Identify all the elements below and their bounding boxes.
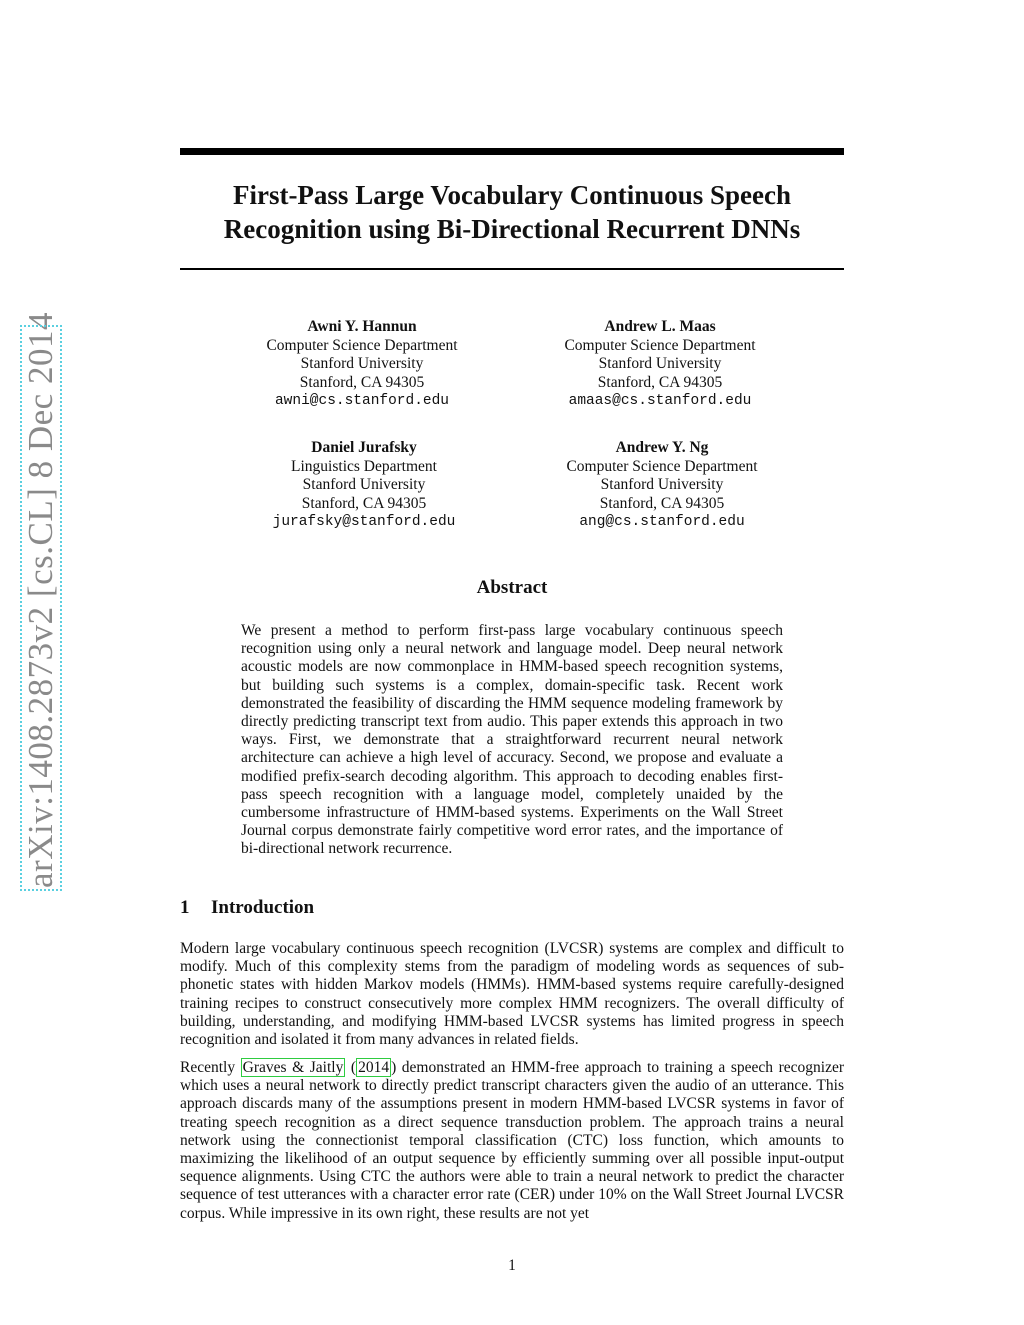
author-department: Computer Science Department <box>566 457 758 475</box>
author-university: Stanford University <box>302 476 426 493</box>
arxiv-identifier-stamp[interactable]: arXiv:1408.2873v2 [cs.CL] 8 Dec 2014 <box>21 312 60 888</box>
author-university: Stanford University <box>598 355 722 372</box>
abstract-text: We present a method to perform first-pass large vocabulary continuous speech recognition using only a neural network and language model. Deep neural network acoustic models are now commonplace in HMM-based speech recognition systems, but building such systems is a complex, domain-specific task. Recent work demonstrated the feasibility of discarding the HMM sequence modeling framework by directly predicting transcript text from audio. This paper extends this approach in two ways. First, we demonstrate that a straightforward recurrent neural network architecture can achieve a high level of accuracy. Second, we propose and evaluate a modified prefix-search decoding algorithm. This approach to decoding enables first-pass speech recognition with a language model, completely unaided by the cumbersome infrastructure of HMM-based systems. Experiments on the Wall Street Journal corpus demonstrate fairly competitive word error rates, and the importance of bi-directional network recurrence. <box>241 622 783 858</box>
section-title: Introduction <box>211 897 315 918</box>
author-block <box>530 318 790 411</box>
section-heading <box>180 897 314 919</box>
author-email[interactable]: ang@cs.stanford.edu <box>579 514 745 530</box>
author-department: Linguistics Department <box>291 457 437 475</box>
author-name: Awni Y. Hannun <box>307 318 417 335</box>
author-email[interactable]: awni@cs.stanford.edu <box>274 393 450 409</box>
author-university: Stanford University <box>300 355 424 372</box>
author-university: Stanford University <box>600 476 724 493</box>
section-number: 1 <box>180 897 190 918</box>
paragraph <box>180 940 844 1049</box>
text-span: Recently <box>180 1059 241 1076</box>
author-block <box>532 439 792 532</box>
author-address: Stanford, CA 94305 <box>299 373 425 391</box>
title-bottom-rule <box>180 268 844 270</box>
author-department: Computer Science Department <box>266 336 458 354</box>
citation-link-year[interactable]: 2014 <box>358 1059 390 1076</box>
author-email[interactable]: amaas@cs.stanford.edu <box>568 393 752 409</box>
title-line-2: Recognition using Bi-Directional Recurrent DNNs <box>223 214 801 244</box>
paragraph-text: Modern large vocabulary continuous speech recognition (LVCSR) systems are complex and difficult to modify. Much of this complexity stems from the paradigm of modeling words as sequences of sub-phonetic states with hidden Markov models (HMMs). HMM-based systems require carefully-designed training recipes to construct consecutively more complex HMM recognizers. The overall difficulty of building, understanding, and modifying HMM-based LVCSR systems has limited progress in speech recognition and isolated it from many advances in related fields. <box>180 940 844 1049</box>
author-address: Stanford, CA 94305 <box>599 494 725 512</box>
author-block <box>232 318 492 411</box>
author-name: Daniel Jurafsky <box>311 439 417 456</box>
author-address: Stanford, CA 94305 <box>597 373 723 391</box>
author-name: Andrew L. Maas <box>604 318 716 335</box>
author-address: Stanford, CA 94305 <box>301 494 427 512</box>
page-number: 1 <box>508 1257 516 1274</box>
title-line-1: First-Pass Large Vocabulary Continuous Speech <box>232 180 792 210</box>
paragraph-text <box>180 1059 844 1223</box>
paragraph <box>180 1059 844 1223</box>
author-department: Computer Science Department <box>564 336 756 354</box>
text-span: ) demonstrated an HMM-free approach to training a speech recognizer which uses a neural network to directly predict transcript characters given the audio of an utterance. This approach discards many of the assumptions present in modern HMM-based LVCSR systems in favor of treating speech recognition as a direct sequence transduction problem. The approach trains a neural network using the connectionist temporal classification (CTC) loss function, which amounts to maximizing the likelihood of an output sequence by efficiently summing over all possible input-output sequence alignments. Using CTC the authors were able to train a neural network to predict the character sequence of test utterances with a character error rate (CER) under 10% on the Wall Street Journal LVCSR corpus. While impressive in its own right, these results are not yet <box>180 1059 844 1222</box>
author-email[interactable]: jurafsky@stanford.edu <box>272 514 456 530</box>
text-span: ( <box>345 1059 357 1076</box>
author-block <box>234 439 494 532</box>
title-top-rule <box>180 148 844 155</box>
paper-title <box>180 178 844 246</box>
author-name: Andrew Y. Ng <box>615 439 709 456</box>
abstract-heading: Abstract <box>476 577 548 598</box>
citation-link-authors[interactable]: Graves & Jaitly <box>242 1059 344 1076</box>
